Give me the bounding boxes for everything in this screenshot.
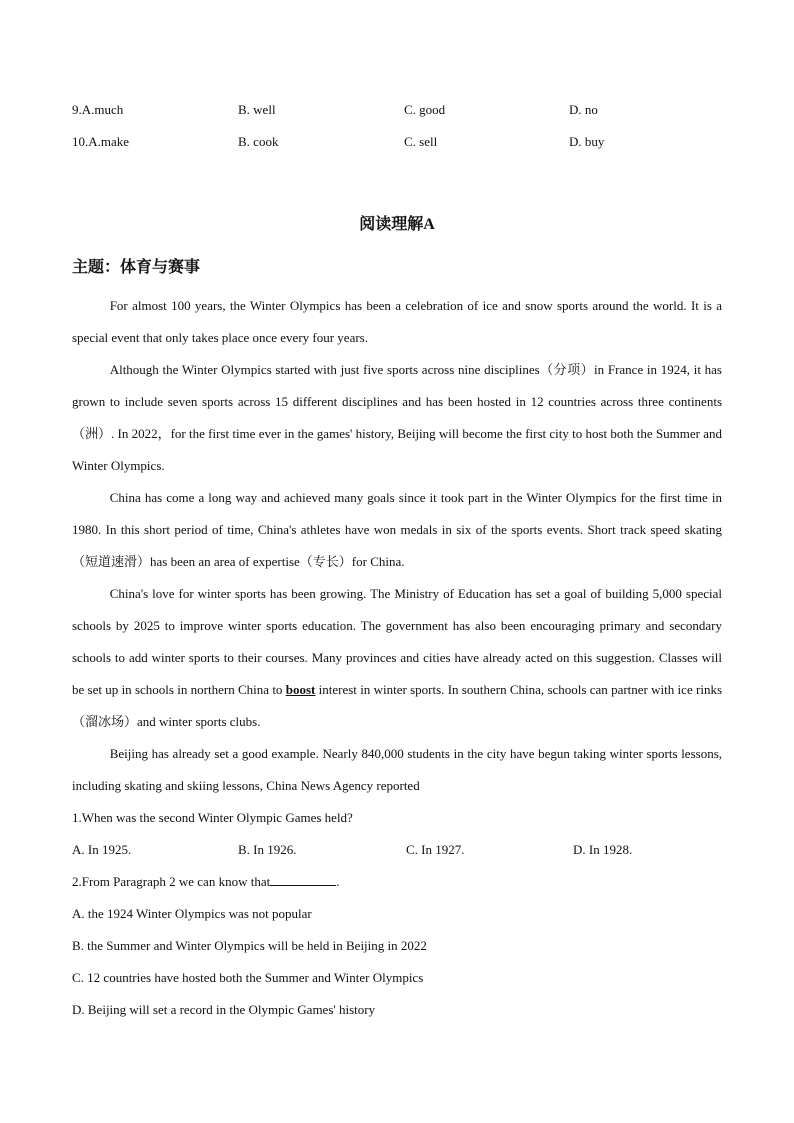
- q1-option-c: C. In 1927.: [406, 842, 465, 857]
- option-10d: D. buy: [569, 134, 605, 149]
- option-9b: B. well: [238, 102, 276, 117]
- q1-option-b: B. In 1926.: [238, 842, 297, 857]
- question-1-stem: 1.When was the second Winter Olympic Games held?: [72, 810, 353, 825]
- question-2-stem: [72, 866, 722, 898]
- paragraph-5: Beijing has already set a good example. Nearly 840,000 students in the city have begun taking winter sports lessons, including skating and skiing lessons, China News Agency reported: [72, 746, 722, 793]
- q2-option-c: C. 12 countries have hosted both the Summer and Winter Olympics: [72, 970, 424, 985]
- option-9c: C. good: [404, 102, 446, 117]
- keyword-boost: boost: [285, 682, 316, 697]
- q2-option-a: A. the 1924 Winter Olympics was not popular: [72, 906, 312, 921]
- paragraph-3: China has come a long way and achieved many goals since it took part in the Winter Olympics for the first time in 1980. In this short period of time, China's athletes have won medals in six of the sports events. Short track speed skating（短道速滑）has been an area of expertise（专长）for China.: [72, 490, 722, 569]
- q1-option-a: A. In 1925.: [72, 842, 132, 857]
- paragraph-4: [72, 578, 722, 738]
- section-title: 阅读理解A: [359, 216, 435, 233]
- paragraph-1: For almost 100 years, the Winter Olympics has been a celebration of ice and snow sports around the world. It is a special event that only takes place once every four years.: [72, 298, 722, 345]
- q1-option-d: D. In 1928.: [573, 842, 633, 857]
- option-9d: D. no: [569, 102, 598, 117]
- reading-passage: [72, 290, 722, 1026]
- paragraph-4-text-a: China's love for winter sports has been growing. The Ministry of Education has set a goal of building 5,000 special schools by 2025 to improve winter sports education. The government has also been encouraging primary and secondary schools to add winter sports to their courses. Many provinces and cities have already acted on this suggestion. Classes will be set up in schools in northern China to: [72, 586, 722, 697]
- q2-option-b: B. the Summer and Winter Olympics will be held in Beijing in 2022: [72, 938, 427, 953]
- q2-stem-text: 2.From Paragraph 2 we can know that: [72, 874, 271, 889]
- option-10b: B. cook: [238, 134, 279, 149]
- q2-stem-end: .: [336, 874, 340, 889]
- answer-blank: [270, 873, 336, 886]
- paragraph-2: Although the Winter Olympics started with just five sports across nine disciplines（分项）in France in 1924, it has grown to include seven sports across 15 different disciplines and has been hosted in 12 countries across three continents（洲）. In 2022，for the first time ever in the games' history, Beijing will become the first city to host both the Summer and Winter Olympics.: [72, 362, 722, 473]
- option-10a: 10.A.make: [72, 134, 130, 149]
- option-9a: 9.A.much: [72, 102, 124, 117]
- option-10c: C. sell: [404, 134, 438, 149]
- question-1-options: [72, 834, 722, 866]
- q2-option-d: D. Beijing will set a record in the Olympic Games' history: [72, 1002, 376, 1017]
- topic-heading: 主题：体育与赛事: [72, 259, 201, 276]
- paragraph-4-text-b: interest in winter sports. In southern China, schools can partner with ice rinks（溜冰场）and winter sports clubs.: [72, 682, 723, 729]
